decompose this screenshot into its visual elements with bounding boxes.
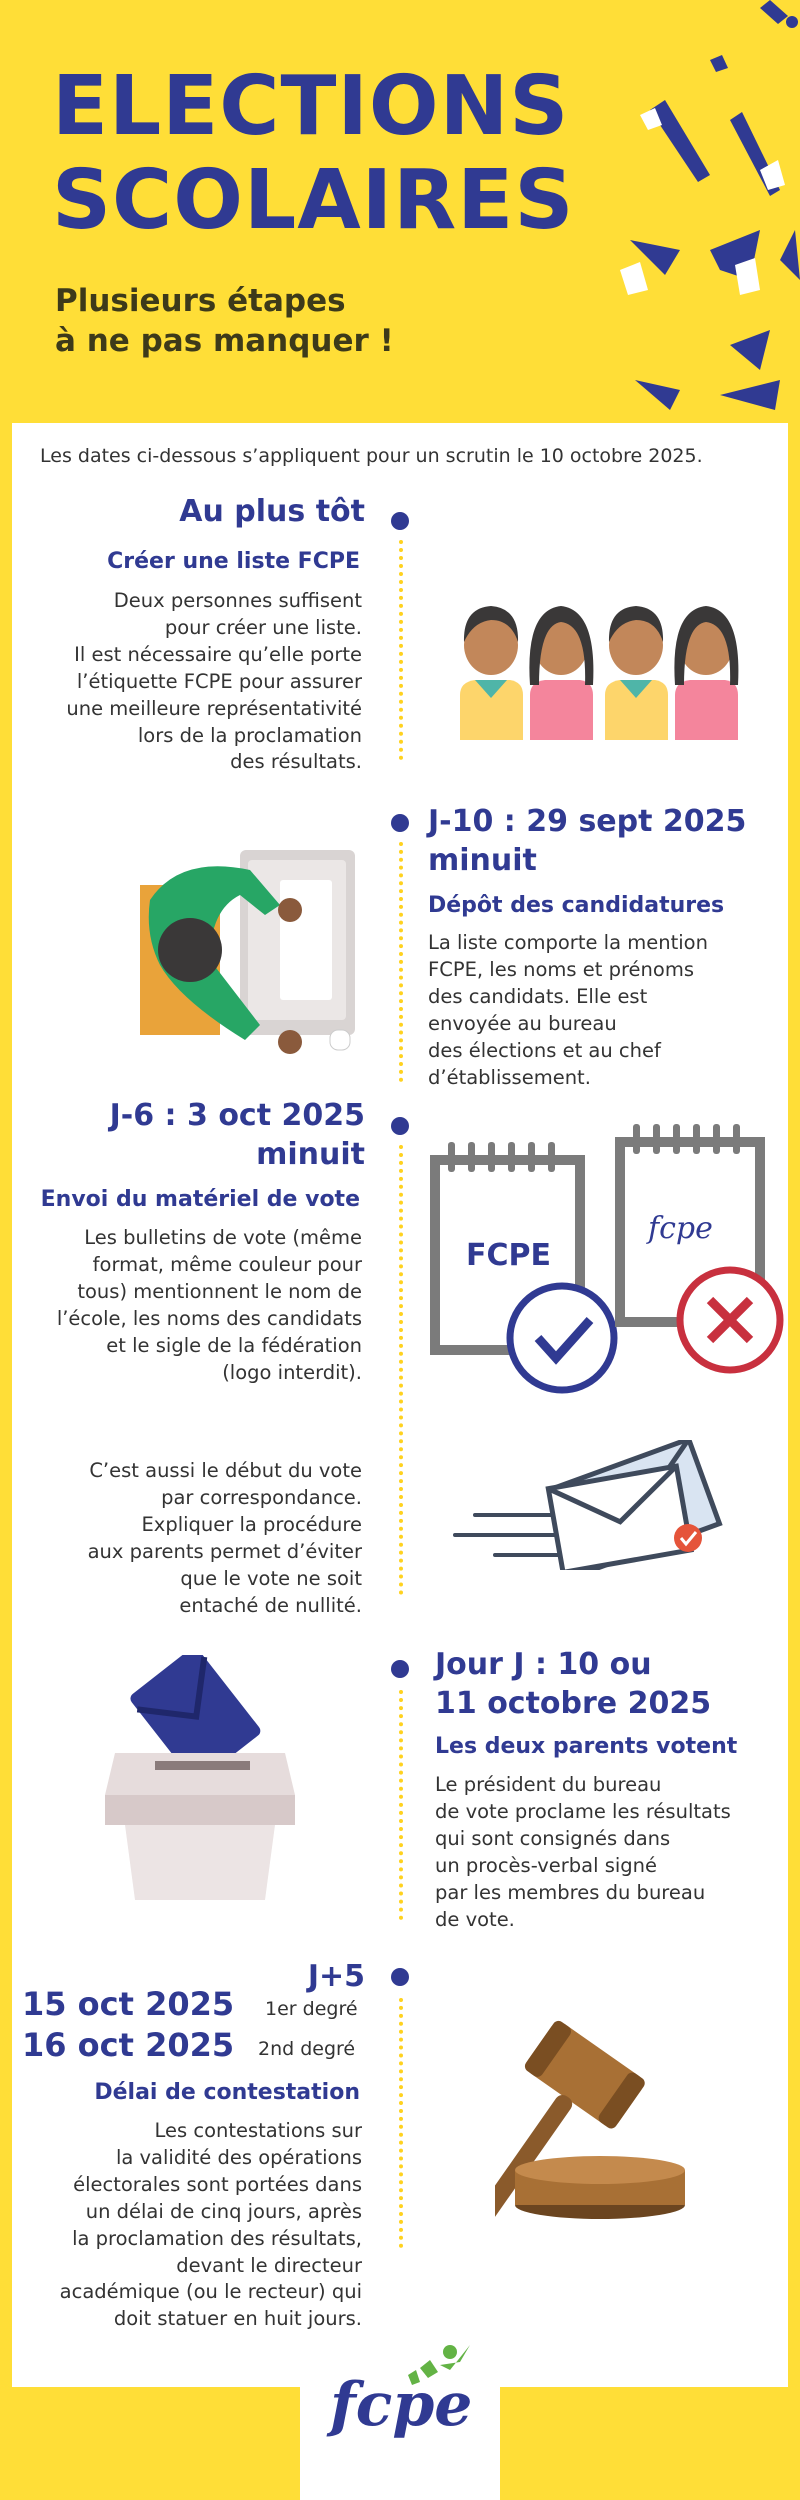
step3-body: Les bulletins de vote (même format, même couleur pour tous) mentionnent le nom de l’école, les noms des candidats et le sigle de la fédération (logo interdit). — [56, 1226, 362, 1384]
ballots-icon — [430, 1120, 785, 1400]
step3-subheading: Envoi du matériel de vote — [40, 1187, 360, 1212]
step2-body: La liste comporte la mention FCPE, les noms et prénoms des candidats. Elle est envoyée au bureau des élections et au chef d’établissement. — [428, 931, 708, 1089]
confetti-decoration — [610, 0, 800, 430]
step2-heading: J-10 : 29 sept 2025 minuit — [428, 804, 747, 878]
ballot-box-icon — [105, 1655, 305, 1905]
step4-heading: Jour J : 10 ou 11 octobre 2025 — [435, 1647, 712, 1721]
step4-body: Le président du bureau de vote proclame les résultats qui sont consignés dans un procès-verbal signé par les membres du bureau de vote. — [435, 1773, 731, 1931]
step5-date-1: 15 oct 2025 — [22, 1985, 235, 2023]
envelope-icon — [450, 1440, 730, 1570]
person-laptop-icon — [140, 850, 365, 1070]
step1-subheading: Créer une liste FCPE — [107, 549, 360, 574]
step5-date-2: 16 oct 2025 — [22, 2026, 235, 2064]
step5-degree-2: 2nd degré — [258, 2038, 356, 2060]
step5-heading: J+5 — [307, 1959, 365, 1994]
step3b-body: C’est aussi le début du vote par correspondance. Expliquer la procédure aux parents permet d’éviter que le vote ne soit entaché de nullité. — [87, 1459, 362, 1617]
subtitle-line-2: à ne pas manquer ! — [55, 323, 394, 359]
step4-subheading: Les deux parents votent — [435, 1734, 738, 1759]
step5-subheading: Délai de contestation — [94, 2080, 360, 2105]
timeline-dot-5 — [391, 1968, 409, 1986]
step5-degree-1: 1er degré — [265, 1998, 358, 2020]
title-line-2: SCOLAIRES — [52, 153, 575, 248]
ballot-label-fcpe: FCPE — [466, 1238, 551, 1273]
footer-logo-box — [300, 2330, 500, 2500]
subtitle-line-1: Plusieurs étapes — [55, 283, 346, 319]
timeline-line-4 — [399, 1690, 403, 1920]
people-group-icon — [455, 590, 750, 740]
fcpe-logo — [300, 2330, 500, 2440]
footer-logo-text: fcpe — [330, 2370, 473, 2440]
gavel-icon — [495, 2010, 705, 2225]
timeline-dot-3 — [391, 1117, 409, 1135]
step1-body: Deux personnes suffisent pour créer une liste. Il est nécessaire qu’elle porte l’étiquette FCPE pour assurer une meilleure représentativité lors de la proclamation des résultats. — [66, 589, 362, 774]
ballot-label-fcpe-logo: fcpe — [648, 1211, 713, 1246]
timeline-line-5 — [399, 1998, 403, 2248]
title-line-1: ELECTIONS — [52, 59, 570, 154]
timeline-line-1 — [399, 540, 403, 760]
timeline-line-2 — [399, 842, 403, 1082]
timeline-dot-4 — [391, 1660, 409, 1678]
step5-body: Les contestations sur la validité des opérations électorales sont portées dans un délai de cinq jours, après la proclamation des résultats, devant le directeur académique (ou le recteur) qui doit statuer en huit jours. — [59, 2119, 362, 2331]
timeline-dot-1 — [391, 512, 409, 530]
step3-heading: J-6 : 3 oct 2025 minuit — [109, 1098, 365, 1172]
timeline-line-3 — [399, 1145, 403, 1595]
step1-heading: Au plus tôt — [179, 494, 365, 529]
step2-subheading: Dépôt des candidatures — [428, 893, 725, 918]
intro-text: Les dates ci-dessous s’appliquent pour un scrutin le 10 octobre 2025. — [40, 445, 703, 467]
timeline-dot-2 — [391, 814, 409, 832]
